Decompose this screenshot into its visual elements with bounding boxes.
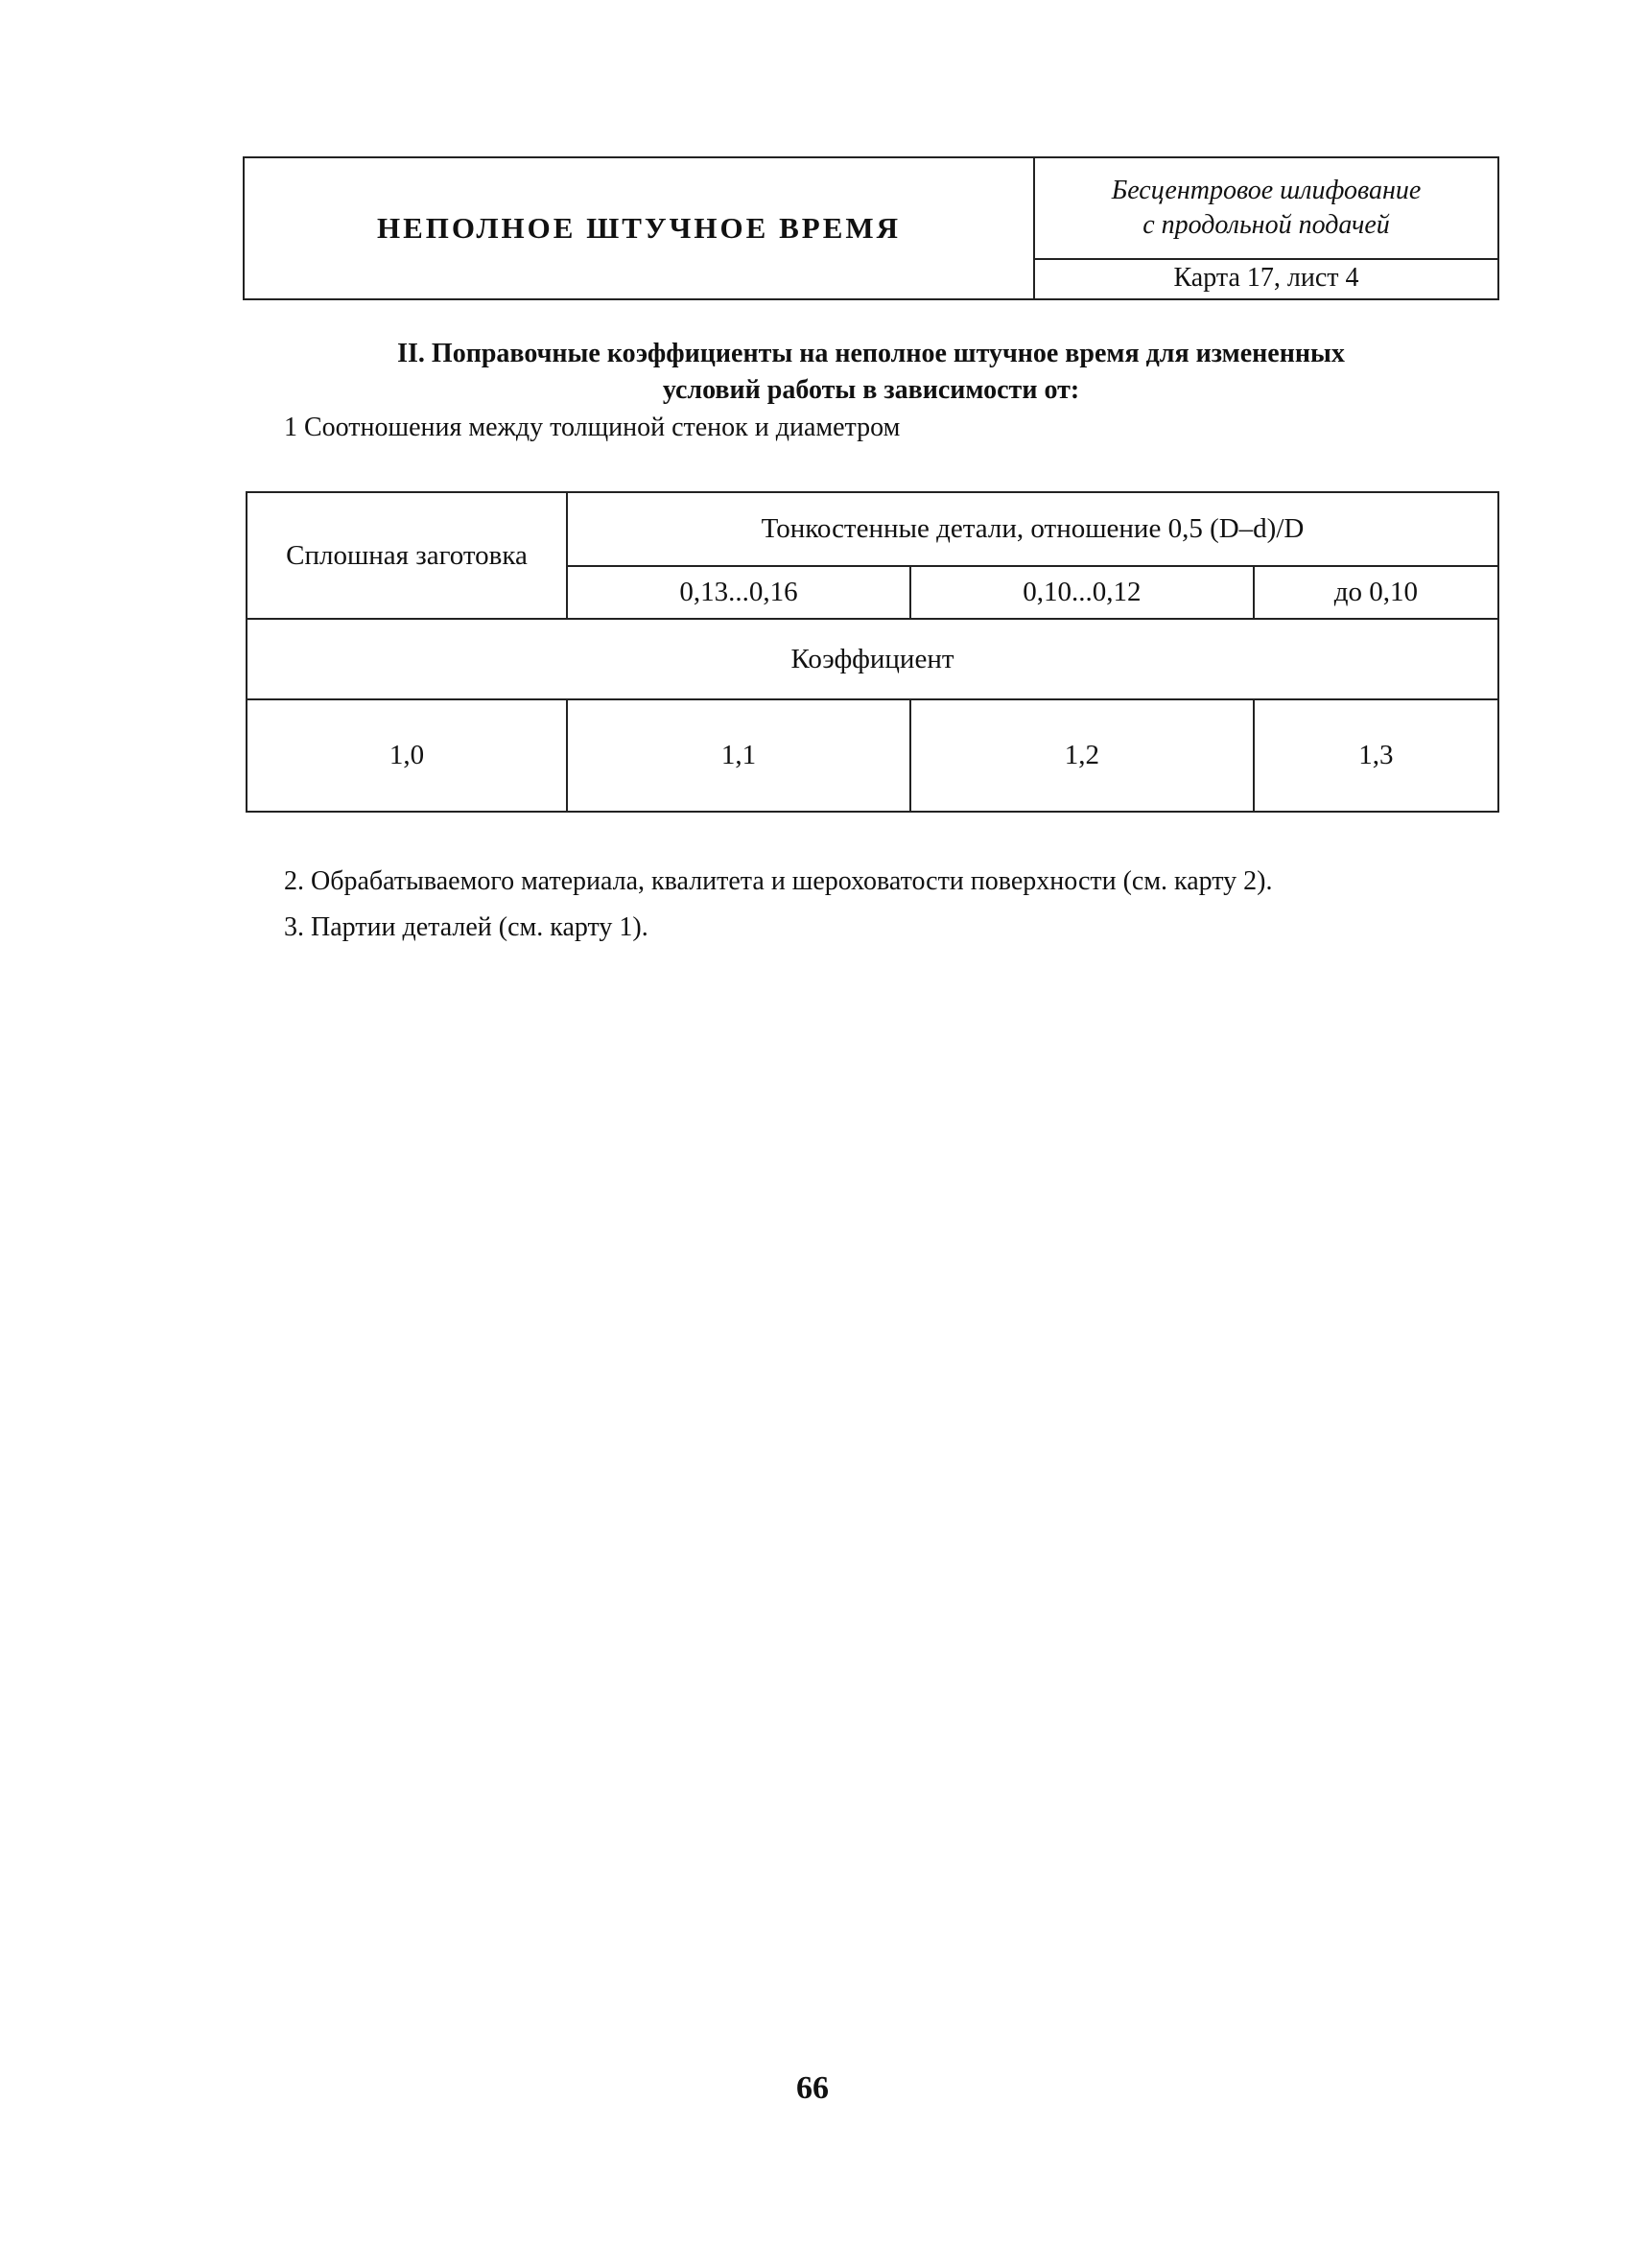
page-number: 66 xyxy=(796,2070,829,2106)
item-3: 3. Партии деталей (см. карту 1). xyxy=(284,912,648,942)
header-box xyxy=(243,156,1499,300)
section-heading-line-2: условий работы в зависимости от: xyxy=(662,375,1080,405)
coefficient-value: 1,0 xyxy=(247,699,567,812)
range-cell: 0,10...0,12 xyxy=(910,566,1254,619)
subject-line-2: с продольной подачей xyxy=(1142,210,1390,240)
subject xyxy=(1035,158,1497,260)
coefficient-value: 1,1 xyxy=(567,699,910,812)
header-right xyxy=(1035,158,1497,298)
document-title: НЕПОЛНОЕ ШТУЧНОЕ ВРЕМЯ xyxy=(245,158,1035,298)
coefficient-value: 1,2 xyxy=(910,699,1254,812)
item-1: 1 Соотношения между толщиной стенок и диаметром xyxy=(284,413,901,442)
coefficient-header: Коэффициент xyxy=(247,619,1498,699)
range-cell: до 0,10 xyxy=(1254,566,1498,619)
solid-blank-header: Сплошная заготовка xyxy=(247,492,567,619)
item-2: 2. Обрабатываемого материала, квалитета и шероховатости поверхности (см. карту 2). xyxy=(284,866,1273,896)
card-number: Карта 17, лист 4 xyxy=(1173,263,1359,293)
subject-line-1: Бесцентровое шлифование xyxy=(1111,176,1422,205)
section-heading-line-1: II. Поправочные коэффициенты на неполное штучное время для измененных xyxy=(397,339,1345,368)
coefficient-table xyxy=(246,491,1499,813)
thin-walled-header: Тонкостенные детали, отношение 0,5 (D–d)/D xyxy=(567,492,1498,566)
range-cell: 0,13...0,16 xyxy=(567,566,910,619)
section-heading xyxy=(243,336,1499,409)
coefficient-value: 1,3 xyxy=(1254,699,1498,812)
